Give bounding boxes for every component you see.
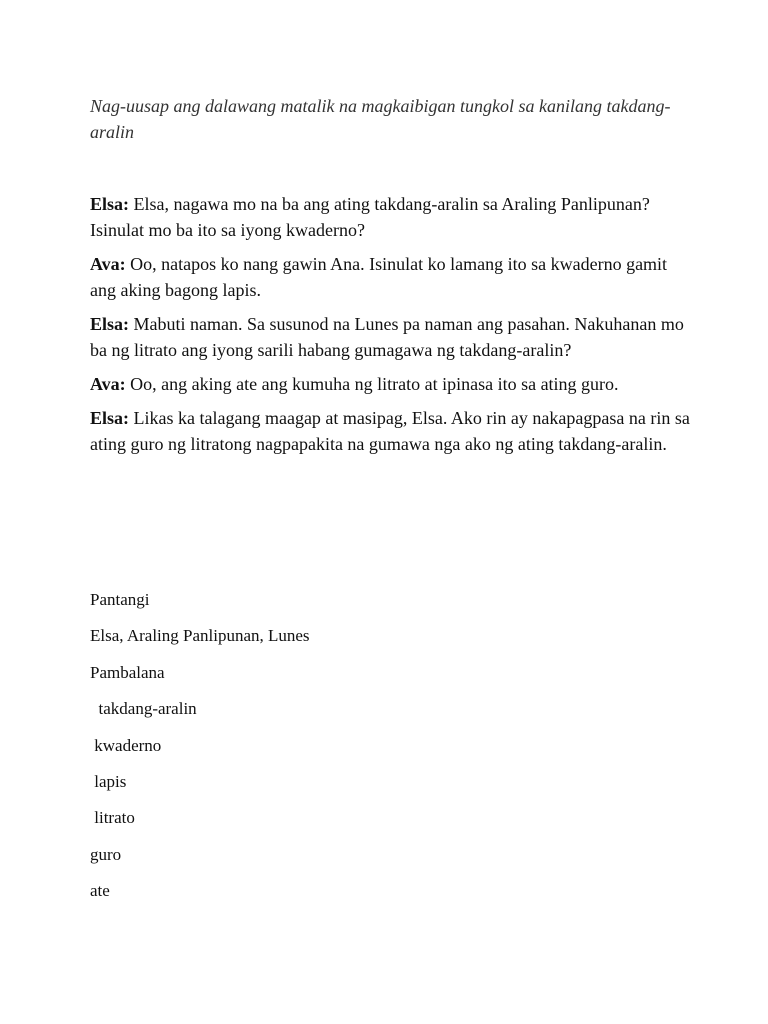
- dialogue-line: [90, 405, 690, 457]
- dialogue-line: [90, 191, 690, 243]
- list-item: ate: [90, 881, 110, 901]
- category-heading-pantangi: Pantangi: [90, 590, 150, 609]
- dialogue-text: Likas ka talagang maagap at masipag, Elsa. Ako rin ay nakapagpasa na rin sa ating guro ng litratong nagpapakita na gumawa nga ako ng ating takdang-aralin.: [90, 408, 690, 454]
- dialogue-text: Oo, ang aking ate ang kumuha ng litrato at ipinasa ito sa ating guro.: [125, 374, 619, 394]
- dialogue-text: Elsa, nagawa mo na ba ang ating takdang-aralin sa Araling Panlipunan? Isinulat mo ba ito sa iyong kwaderno?: [90, 194, 650, 240]
- speaker-label: Ava:: [90, 374, 126, 394]
- list-item: Elsa, Araling Panlipunan, Lunes: [90, 626, 310, 646]
- dialogue-line: [90, 311, 690, 363]
- dialogue-line: [90, 251, 690, 303]
- dialogue-text: Oo, natapos ko nang gawin Ana. Isinulat ko lamang ito sa kwaderno gamit ang aking bagong lapis.: [90, 254, 668, 300]
- list-item: takdang-aralin: [90, 699, 197, 719]
- speaker-label: Elsa:: [90, 408, 130, 428]
- list-item: kwaderno: [90, 735, 162, 755]
- list-item: guro: [90, 844, 122, 864]
- word-list: [90, 587, 310, 915]
- dialogue-line: [90, 371, 690, 397]
- list-item: litrato: [90, 808, 135, 828]
- category-heading-pambalana: Pambalana: [90, 662, 165, 682]
- dialogue-text: Mabuti naman. Sa susunod na Lunes pa naman ang pasahan. Nakuhanan mo ba ng litrato ang iyong sarili habang gumagawa ng takdang-aralin?: [90, 314, 684, 360]
- intro-text: Nag-uusap ang dalawang matalik na magkaibigan tungkol sa kanilang takdang-aralin: [90, 96, 671, 142]
- speaker-label: Elsa:: [90, 314, 130, 334]
- speaker-label: Ava:: [90, 254, 126, 274]
- dialogue: [90, 191, 690, 465]
- speaker-label: Elsa:: [90, 194, 130, 214]
- list-item: lapis: [90, 771, 127, 791]
